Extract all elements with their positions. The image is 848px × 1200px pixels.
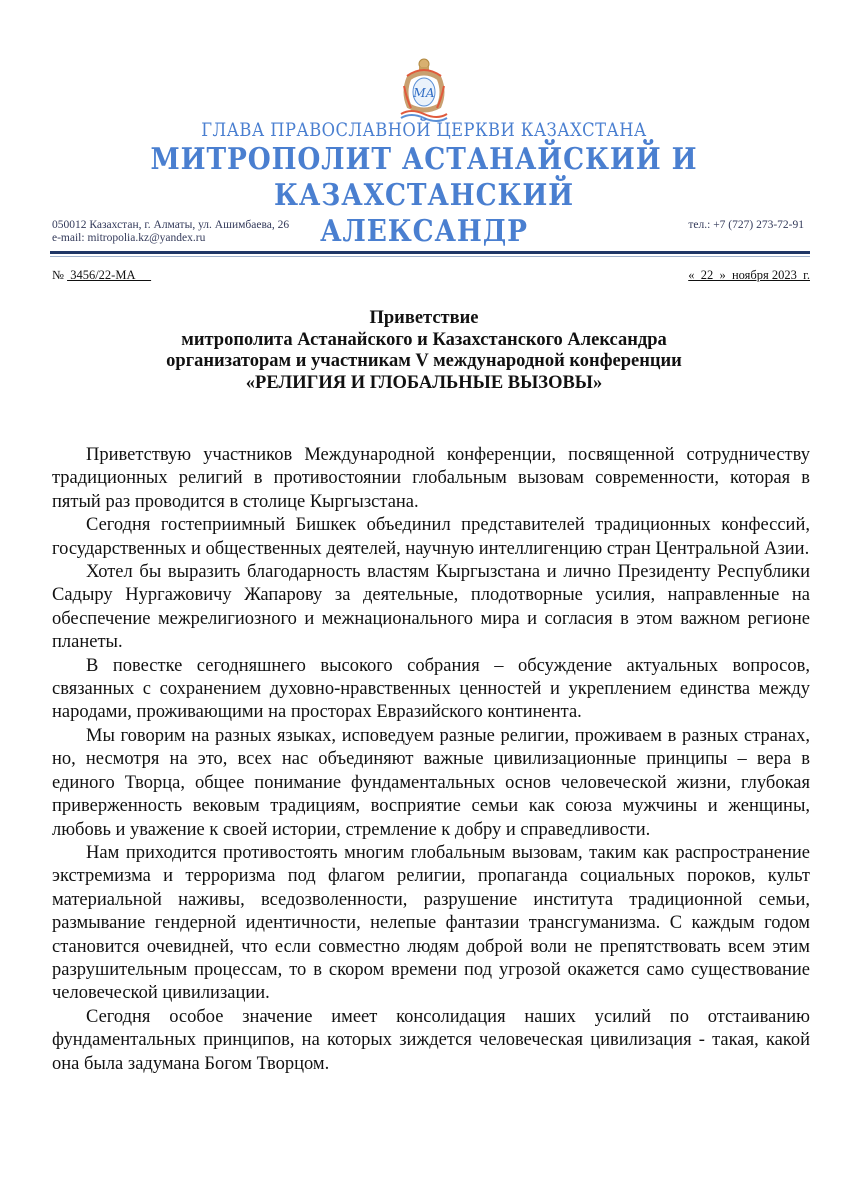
document-title bbox=[0, 308, 848, 394]
letterhead-heading: ГЛАВА ПРАВОСЛАВНОЙ ЦЕРКВИ КАЗАХСТАНА bbox=[201, 119, 647, 141]
header-divider-thick bbox=[50, 251, 810, 254]
phone-text: тел.: +7 (727) 273-72-91 bbox=[688, 219, 804, 231]
reference-number-value: 3456/22-МА bbox=[67, 268, 152, 282]
document-date: « 22 » ноября 2023 г. bbox=[688, 268, 810, 282]
title-line-1: Приветствие bbox=[369, 308, 479, 328]
paragraph: В повестке сегодняшнего высокого собрания – обсуждение актуальных вопросов, связанных с сохранением духовно-нравственных ценностей и укреплением единства между народами, проживающими на просторах Евразийского континента. bbox=[52, 655, 810, 723]
emblem-monogram: МА bbox=[413, 86, 435, 100]
paragraph: Мы говорим на разных языках, исповедуем разные религии, проживаем в разных странах, но, несмотря на это, всех нас объединяют важные цивилизационные принципы – вера в единого Творца, общее понимание фундаментальных основ человеческой жизни, глубокая приверженность вековым традициям, восприятие семьи как союза мужчины и женщины, любовь и уважение к своей истории, стремление к добру и справедливости. bbox=[52, 725, 810, 840]
monogram-crest-icon bbox=[399, 56, 449, 124]
paragraph: Сегодня особое значение имеет консолидация наших усилий по отстаиванию фундаментальных принципов, на которых зиждется человеческая цивилизация - такая, какой она была задумана Богом Творцом. bbox=[52, 1006, 810, 1074]
letterhead-name-line1: МИТРОПОЛИТ АСТАНАЙСКИЙ И КАЗАХСТАНСКИЙ bbox=[150, 142, 698, 213]
reference-number-prefix: № bbox=[52, 268, 64, 282]
letterhead-name-line2: АЛЕКСАНДР bbox=[320, 214, 528, 249]
address-text: 050012 Казахстан, г. Алматы, ул. Ашимбаева, 26 bbox=[52, 219, 290, 231]
title-line-3: организаторам и участникам V международной конференции bbox=[166, 351, 682, 371]
paragraph: Сегодня гостеприимный Бишкек объединил представителей традиционных конфессий, государственных и общественных деятелей, научную интеллигенцию стран Центральной Азии. bbox=[52, 515, 810, 559]
letterhead-contacts bbox=[52, 219, 289, 245]
reference-number bbox=[52, 268, 151, 283]
email-text: e-mail: mitropolia.kz@yandex.ru bbox=[52, 232, 206, 244]
paragraph: Приветствую участников Международной конференции, посвященной сотрудничеству традиционных религий в противостоянии глобальным вызовам современности, которая в пятый раз проводится в столице Кыргызстана. bbox=[52, 445, 810, 512]
paragraph: Хотел бы выразить благодарность властям Кыргызстана и лично Президенту Республики Садыру Нургажовичу Жапарову за деятельные, плодотворные усилия, направленные на обеспечение межрелигиозного и межнационального мира и согласия в этом важном регионе планеты. bbox=[52, 562, 810, 653]
title-line-2: митрополита Астанайского и Казахстанского Александра bbox=[181, 329, 667, 350]
paragraph: Нам приходится противостоять многим глобальным вызовам, таким как распространение экстремизма и терроризма под флагом религии, пропаганда социальных пороков, культ материальной наживы, вседозволенности, разрушение института традиционной семьи, размывание гендерной идентичности, нелепые фантазии трансгуманизма. С каждым годом становится очевидней, что если совместно людям доброй воли не препятствовать всем этим разрушительным процессам, то в скором времени под угрозой окажется само существование человеческой цивилизации. bbox=[52, 842, 810, 1004]
header-divider-thin bbox=[50, 256, 810, 257]
document-body bbox=[52, 444, 810, 1076]
title-line-4: «РЕЛИГИЯ И ГЛОБАЛЬНЫЕ ВЫЗОВЫ» bbox=[245, 372, 603, 393]
